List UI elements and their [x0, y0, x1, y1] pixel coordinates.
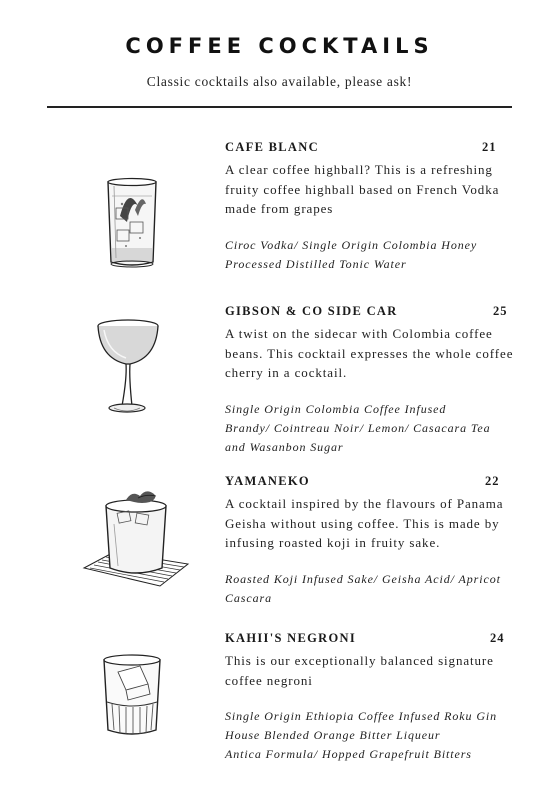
highball-glass-icon [100, 176, 164, 272]
ingredient-line: and Wasanbon Sugar [225, 439, 344, 454]
item-ingredients [225, 570, 525, 608]
item-ingredients [225, 400, 525, 457]
ingredient-line: Roasted Koji Infused Sake/ Geisha Acid/ Apricot [225, 571, 501, 586]
ingredient-line: Processed Distilled Tonic Water [225, 256, 407, 271]
item-name: KAHII'S NEGRONI [225, 631, 356, 645]
item-description: A cocktail inspired by the flavours of Panama Geisha without using coffee. This is made by infusing roasted koji in fruity sake. [225, 496, 504, 550]
header-divider [47, 106, 512, 108]
negroni-glass-ice-icon [100, 650, 164, 740]
item-price: 24 [490, 631, 505, 645]
item-price: 25 [493, 304, 508, 318]
item-name: YAMANEKO [225, 474, 310, 488]
menu-item-kahiis-negroni [225, 631, 525, 764]
item-ingredients [225, 707, 525, 764]
ingredient-line: Brandy/ Cointreau Noir/ Lemon/ Casacara Tea [225, 420, 491, 435]
ingredient-line: Single Origin Ethiopia Coffee Infused Roku Gin [225, 709, 498, 723]
ingredient-line: Ciroc Vodka/ Single Origin Colombia Honey [225, 237, 478, 252]
ingredient-line: Cascara [225, 590, 272, 605]
coupe-glass-icon [92, 316, 164, 416]
item-ingredients [225, 236, 525, 274]
menu-item-yamaneko [225, 474, 525, 608]
ingredient-line: Single Origin Colombia Coffee Infused [225, 401, 447, 416]
ingredient-line: Antica Formula/ Hopped Grapefruit Bitters [225, 747, 472, 761]
page-title: COFFEE COCKTAILS [125, 34, 434, 58]
rocks-glass-coaster-icon [80, 490, 192, 590]
ingredient-line: House Blended Orange Bitter Liqueur [225, 728, 441, 742]
page-subtitle: Classic cocktails also available, please ask! [146, 74, 413, 89]
item-description: This is our exceptionally balanced signature coffee negroni [225, 653, 494, 688]
menu-item-gibson-side-car [225, 304, 525, 457]
item-price: 22 [485, 474, 500, 488]
item-name: CAFE BLANC [225, 140, 319, 154]
item-description: A clear coffee highball? This is a refreshing fruity coffee highball based on French Vodka made from grapes [225, 162, 500, 216]
item-description: A twist on the sidecar with Colombia coffee beans. This cocktail expresses the whole coffee cherry in a cocktail. [225, 326, 514, 380]
menu-item-cafe-blanc [225, 140, 525, 274]
item-price: 21 [482, 140, 497, 154]
item-name: GIBSON & CO SIDE CAR [225, 304, 398, 318]
